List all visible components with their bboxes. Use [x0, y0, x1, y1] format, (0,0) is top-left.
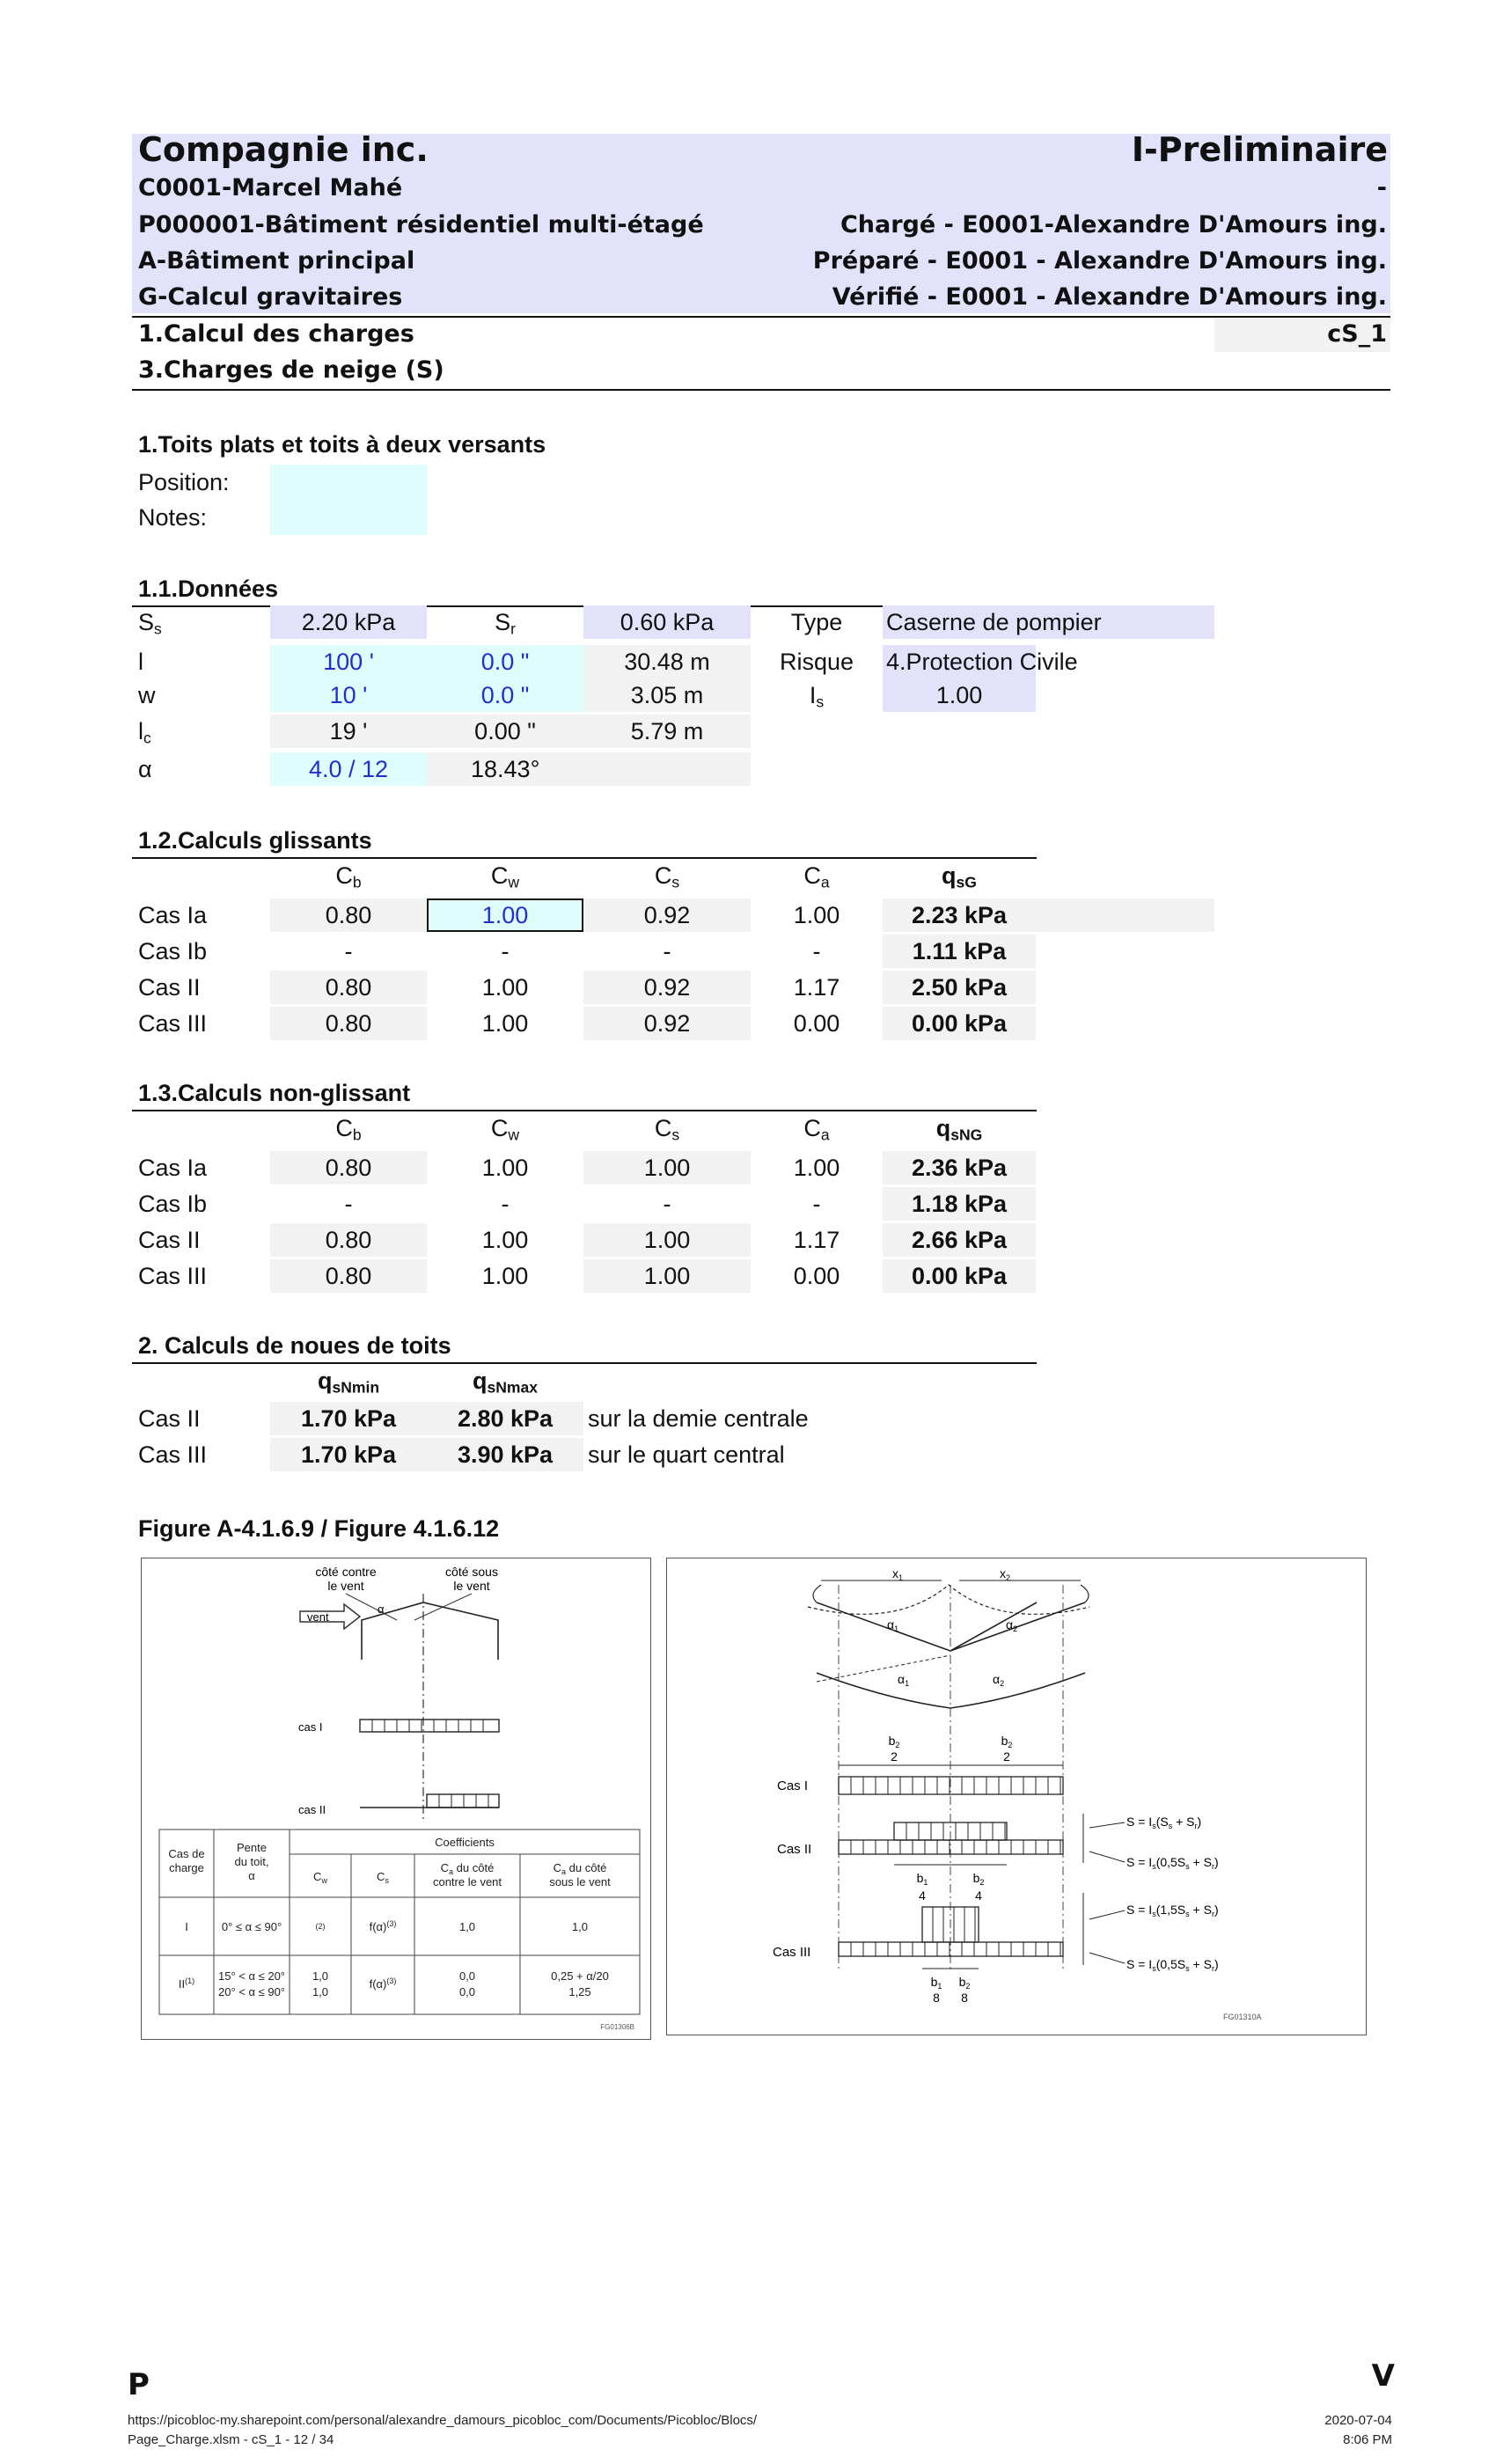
- table-cell-cw: 1.00: [481, 974, 529, 1001]
- table-cell-q: 1.11 kPa: [883, 935, 1036, 968]
- tbl-r2-ca1-a: 0,0: [458, 1969, 476, 1983]
- lc-m-value: 5.79 m: [583, 715, 751, 748]
- table-cell-ca: 1.17: [793, 974, 840, 1001]
- noues-row-min: 1.70 kPa: [270, 1438, 427, 1471]
- table-row-name: Cas Ia: [138, 1155, 208, 1181]
- tbl-r1-case: I: [185, 1920, 188, 1933]
- table-cell-q: 2.50 kPa: [883, 971, 1036, 1004]
- fig-leeward-label-2: le vent: [453, 1579, 490, 1593]
- alpha-deg-value: 18.43°: [427, 752, 751, 786]
- fig-load-cas-i: [360, 1720, 499, 1732]
- l-m-value: 30.48 m: [583, 645, 751, 678]
- tbl-case-header-2: charge: [169, 1861, 204, 1874]
- fig-eq-2: $S = I_s(0,5S_s + S_r)$: [1126, 1855, 1219, 1871]
- alpha-ratio-input[interactable]: 4.0 / 12: [270, 752, 427, 786]
- tbl-r2-ca2-a: 0,25 + α/20: [551, 1969, 609, 1983]
- noues-row-max: 3.90 kPa: [427, 1438, 583, 1471]
- lc-in-value: 0.00 ": [427, 715, 583, 748]
- risque-value[interactable]: 4.Protection Civile: [886, 649, 1078, 675]
- building: A-Bâtiment principal: [138, 247, 415, 275]
- tbl-r2-slope-1: 15° < α ≤ 20°: [217, 1969, 286, 1983]
- fig-load-hatch: [439, 1794, 488, 1808]
- fig-b4-den-left: 4: [919, 1888, 926, 1903]
- fig-b2-num-left: $b_2$: [888, 1734, 900, 1749]
- w-ft-input[interactable]: 10 ': [270, 678, 427, 712]
- fig-windward-label: côté contre: [315, 1565, 377, 1579]
- table-cell-q: 2.36 kPa: [883, 1151, 1036, 1184]
- fig-leader: [1089, 1953, 1125, 1963]
- table-cell-cb: 0.80: [270, 971, 427, 1004]
- is-value: 1.00: [883, 678, 1036, 712]
- subsection-title: 3.Charges de neige (S): [138, 356, 444, 384]
- table-row-name: Cas III: [138, 1010, 208, 1037]
- glissants-header-ca: $C_a$: [803, 862, 830, 891]
- tbl-r2-ca1-b: 0,0: [458, 1985, 476, 1998]
- nonglissant-title: 1.3.Calculs non-glissant: [138, 1080, 411, 1106]
- sheet-id: cS_1: [1327, 320, 1387, 348]
- l-ft-input[interactable]: 100 ': [270, 645, 427, 678]
- notes-input[interactable]: [270, 500, 427, 535]
- fig-cas-i-label: cas I: [298, 1720, 323, 1734]
- tbl-ca1-header-2: contre le vent: [432, 1875, 502, 1888]
- tbl-ca1-header: $C_a$ du côté: [440, 1861, 495, 1876]
- status-label: I-Preliminaire: [1131, 130, 1388, 169]
- fig-load-hatch: [851, 1822, 1060, 1854]
- type-value[interactable]: Caserne de pompier: [886, 609, 1102, 635]
- l-label: l: [138, 649, 143, 675]
- table-cell-q: 1.18 kPa: [883, 1187, 1036, 1221]
- cw-selected-cell[interactable]: 1.00: [427, 898, 583, 932]
- tbl-ca2-header: $C_a$ du côté: [553, 1861, 607, 1876]
- table-cell-cb: -: [344, 1191, 353, 1217]
- glissants-header-cw: $C_w$: [490, 862, 520, 891]
- table-cell-cs: -: [663, 1191, 671, 1217]
- tbl-cs-header: $C_s$: [377, 1870, 389, 1885]
- table-cell-cb: 0.80: [270, 1151, 427, 1184]
- table-cell-ca: 1.00: [793, 1155, 840, 1181]
- footer-date: 2020-07-04: [1324, 2413, 1392, 2428]
- fig-b2-den-right: 2: [1003, 1749, 1010, 1764]
- fig-leader: [1089, 1852, 1125, 1862]
- fig-eq-3: $S = I_s(1,5S_s + S_r)$: [1126, 1903, 1219, 1918]
- fig-left-code: FG01306B: [600, 2023, 634, 2031]
- tbl-case-header: Cas de: [168, 1847, 205, 1860]
- figure-title: Figure A-4.1.6.9 / Figure 4.1.6.12: [138, 1515, 500, 1542]
- noues-row-min: 1.70 kPa: [270, 1402, 427, 1435]
- is-label: $I_s$: [809, 682, 825, 711]
- fig-b2-num-right: $b_2$: [1001, 1734, 1013, 1749]
- fig-wind-label: vent: [307, 1610, 329, 1624]
- noues-row-name: Cas III: [138, 1441, 208, 1468]
- roofs-title: 1.Toits plats et toits à deux versants: [138, 431, 546, 458]
- table-cell-cb: -: [344, 938, 353, 964]
- table-cell-cw: 1.00: [481, 1155, 529, 1181]
- glissants-header-cb: $C_b$: [335, 862, 362, 891]
- fig-windward-label-2: le vent: [327, 1579, 364, 1593]
- w-label: w: [138, 682, 156, 708]
- fig-cas-ii-label: cas II: [298, 1803, 326, 1816]
- fig-alpha2-label: $\alpha_2$: [1006, 1617, 1018, 1633]
- figure-left-drawing: [142, 1558, 650, 2039]
- table-cell-ca: -: [812, 1191, 821, 1217]
- fig-b2-den-left: 2: [891, 1749, 898, 1764]
- tbl-r2-cw-1: 1,0: [312, 1969, 329, 1983]
- table-row-name: Cas II: [138, 974, 201, 1001]
- noues-header-max: $q_{sNmax}$: [473, 1368, 538, 1397]
- fig-alpha2-label-2: $\alpha_2$: [993, 1672, 1005, 1688]
- calc-type: G-Calcul gravitaires: [138, 283, 403, 311]
- footer-right-letter: V: [1371, 2358, 1395, 2394]
- lc-label: $l_c$: [138, 718, 151, 747]
- table-row-name: Cas Ib: [138, 1191, 208, 1217]
- tbl-coeff-header: Coefficients: [435, 1836, 495, 1849]
- fig-b4-den-right: 4: [975, 1888, 982, 1903]
- table-row-name: Cas Ia: [138, 902, 208, 928]
- tbl-r2-cs: $f(\alpha)^{(3)}$: [369, 1976, 397, 1991]
- fig-leader-line: [346, 1594, 397, 1620]
- table-cell-cs: 1.00: [583, 1151, 751, 1184]
- fig-guides: [839, 1585, 1063, 1972]
- fig-x1-label: $x_1$: [892, 1566, 904, 1582]
- table-cell-cb: 0.80: [270, 1007, 427, 1040]
- position-input[interactable]: [270, 465, 427, 500]
- table-cell-ca: 1.00: [793, 902, 840, 928]
- fig-load-hatch: [851, 1907, 1060, 1956]
- nonglissant-header-cs: $C_s$: [654, 1115, 680, 1144]
- fig-b8-den-left: 8: [933, 1991, 940, 2005]
- table-cell-cs: 1.00: [583, 1259, 751, 1293]
- fig-cas-ii-label: Cas II: [777, 1842, 812, 1857]
- table-cell-ca: 0.00: [793, 1010, 840, 1037]
- nonglissant-header-q: $q_{sNG}$: [935, 1115, 983, 1144]
- position-label: Position:: [138, 469, 230, 495]
- tbl-r2-case: II$^{(1)}$: [178, 1976, 195, 1991]
- nonglissant-header-cw: $C_w$: [490, 1115, 520, 1144]
- tbl-r1-ca2: 1,0: [571, 1920, 589, 1933]
- ss-label: $S_s$: [138, 609, 162, 638]
- figure-right: [666, 1558, 1367, 2035]
- verified-by: Vérifié - E0001 - Alexandre D'Amours ing.: [832, 283, 1387, 311]
- risque-label: Risque: [779, 649, 854, 675]
- footer-file: Page_Charge.xlsm - cS_1 - 12 / 34: [128, 2432, 334, 2447]
- fig-load-hatch: [372, 1720, 483, 1732]
- table-cell-cs: 0.92: [583, 1007, 751, 1040]
- fig-eq-1: $S = I_s(S_s + S_r)$: [1126, 1815, 1202, 1830]
- charge-by: Chargé - E0001-Alexandre D'Amours ing.: [840, 211, 1387, 238]
- glissants-title: 1.2.Calculs glissants: [138, 827, 372, 854]
- tbl-ca2-header-2: sous le vent: [549, 1875, 611, 1888]
- tbl-slope-header-2: du toit,: [234, 1855, 269, 1868]
- table-cell-cw: -: [501, 938, 510, 964]
- nonglissant-header-ca: $C_a$: [803, 1115, 830, 1144]
- noues-rule: [132, 1362, 1037, 1364]
- fig-load-hatch: [851, 1777, 1060, 1794]
- fig-dashed-line: [817, 1655, 950, 1682]
- project: P000001-Bâtiment résidentiel multi-étagé: [138, 211, 704, 238]
- table-row-name: Cas II: [138, 1227, 201, 1253]
- table-cell-ca: 1.17: [793, 1227, 840, 1253]
- donnees-title: 1.1.Données: [138, 576, 279, 602]
- fig-b8-den-right: 8: [961, 1991, 968, 2005]
- fig-alpha1-label: $\alpha_1$: [887, 1617, 899, 1633]
- table-cell-q: 0.00 kPa: [883, 1259, 1036, 1293]
- footer-time: 8:06 PM: [1343, 2432, 1392, 2447]
- noues-row-desc: sur le quart central: [588, 1441, 785, 1468]
- tbl-r2-slope-2: 20° < α ≤ 90°: [217, 1985, 286, 1998]
- w-in-input[interactable]: 0.0 ": [427, 678, 583, 712]
- fig-alpha-label: α: [378, 1602, 385, 1616]
- tbl-slope-header: Pente: [237, 1841, 267, 1854]
- subsection-rule: [132, 389, 1390, 391]
- fig-b8-num-left: $b_1$: [930, 1975, 942, 1991]
- l-in-input[interactable]: 0.0 ": [427, 645, 583, 678]
- noues-row-name: Cas II: [138, 1405, 201, 1432]
- noues-title: 2. Calculs de noues de toits: [138, 1332, 451, 1359]
- table-cell-q: 0.00 kPa: [883, 1007, 1036, 1040]
- fig-cas-iii-label: Cas III: [773, 1945, 811, 1960]
- tbl-slope-header-3: α: [248, 1869, 255, 1882]
- table-cell-ca: -: [812, 938, 821, 964]
- glissants-header-q: $q_{sG}$: [942, 862, 977, 891]
- notes-label: Notes:: [138, 504, 208, 531]
- table-cell-ca: 0.00: [793, 1263, 840, 1289]
- glissants-header-cs: $C_s$: [654, 862, 680, 891]
- fig-alpha1-label-2: $\alpha_1$: [898, 1672, 910, 1688]
- ss-value[interactable]: 2.20 kPa: [270, 605, 427, 639]
- client: C0001-Marcel Mahé: [138, 174, 403, 202]
- fig-leader: [1089, 1910, 1125, 1919]
- tbl-cw-header: $C_w$: [313, 1870, 327, 1885]
- fig-b4-num-left: $b_1$: [916, 1871, 928, 1887]
- header-rule: [132, 316, 1390, 318]
- section-title: 1.Calcul des charges: [138, 320, 414, 348]
- fig-right-code: FG01310A: [1223, 2013, 1262, 2021]
- noues-header-min: $q_{sNmin}$: [317, 1368, 380, 1397]
- tbl-r1-cs: $f(\alpha)^{(3)}$: [369, 1919, 397, 1933]
- figure-right-drawing: [667, 1558, 1366, 2035]
- fig-leader: [1089, 1822, 1125, 1828]
- w-m-value: 3.05 m: [583, 678, 751, 712]
- table-cell-q: 2.66 kPa: [883, 1223, 1036, 1257]
- table-cell-cs: -: [663, 938, 671, 964]
- sr-value[interactable]: 0.60 kPa: [583, 605, 751, 639]
- tbl-r1-ca1: 1,0: [458, 1920, 476, 1933]
- table-row-name: Cas Ib: [138, 938, 208, 964]
- table-cell-cw: 1.00: [481, 1010, 529, 1037]
- tbl-r2-ca2-b: 1,25: [568, 1985, 591, 1998]
- noues-row-desc: sur la demie centrale: [588, 1405, 809, 1432]
- table-row-name: Cas III: [138, 1263, 208, 1289]
- noues-row-max: 2.80 kPa: [427, 1402, 583, 1435]
- tbl-r1-cw: (2): [315, 1922, 326, 1931]
- figure-left: [141, 1558, 651, 2040]
- table-cell-cs: 1.00: [583, 1223, 751, 1257]
- table-cell-cw: 1.00: [481, 1227, 529, 1253]
- table-cell-q: 2.23 kPa: [883, 898, 1036, 932]
- tbl-r1-slope: 0° ≤ α ≤ 90°: [221, 1920, 282, 1933]
- alpha-label: α: [138, 756, 152, 782]
- table-cell-cb: 0.80: [270, 1223, 427, 1257]
- type-label: Type: [790, 609, 843, 635]
- table-cell-cb: 0.80: [270, 898, 427, 932]
- header-dash: -: [1376, 174, 1387, 202]
- table-cell-cs: 0.92: [583, 971, 751, 1004]
- fig-x2-label: $x_2$: [1000, 1566, 1011, 1582]
- company-name: Compagnie inc.: [138, 130, 429, 169]
- tbl-r2-cw-2: 1,0: [312, 1985, 329, 1998]
- fig-b4-num-right: $b_2$: [972, 1871, 985, 1887]
- table-cell-cw: -: [501, 1191, 510, 1217]
- fig-eq-4: $S = I_s(0,5S_s + S_r)$: [1126, 1957, 1219, 1973]
- nonglissant-header-cb: $C_b$: [335, 1115, 362, 1144]
- fig-b8-num-right: $b_2$: [958, 1975, 971, 1991]
- table-cell-cw: 1.00: [481, 1263, 529, 1289]
- fig-cas-i-label: Cas I: [777, 1778, 809, 1793]
- table-cell-cs: 0.92: [583, 898, 751, 932]
- fig-leeward-label: côté sous: [445, 1565, 498, 1579]
- footer-url[interactable]: https://picobloc-my.sharepoint.com/personal/alexandre_damours_picobloc_com/Documents/Picobloc/Blocs/: [128, 2413, 758, 2428]
- prepared-by: Préparé - E0001 - Alexandre D'Amours ing.: [812, 247, 1387, 275]
- lc-ft-value: 19 ': [270, 715, 427, 748]
- footer-left-letter: P: [128, 2367, 150, 2402]
- table-cell-cb: 0.80: [270, 1259, 427, 1293]
- row-extension: [1036, 898, 1214, 932]
- fig-arch-dashed: [808, 1585, 1089, 1614]
- sr-label: $S_r$: [495, 609, 516, 638]
